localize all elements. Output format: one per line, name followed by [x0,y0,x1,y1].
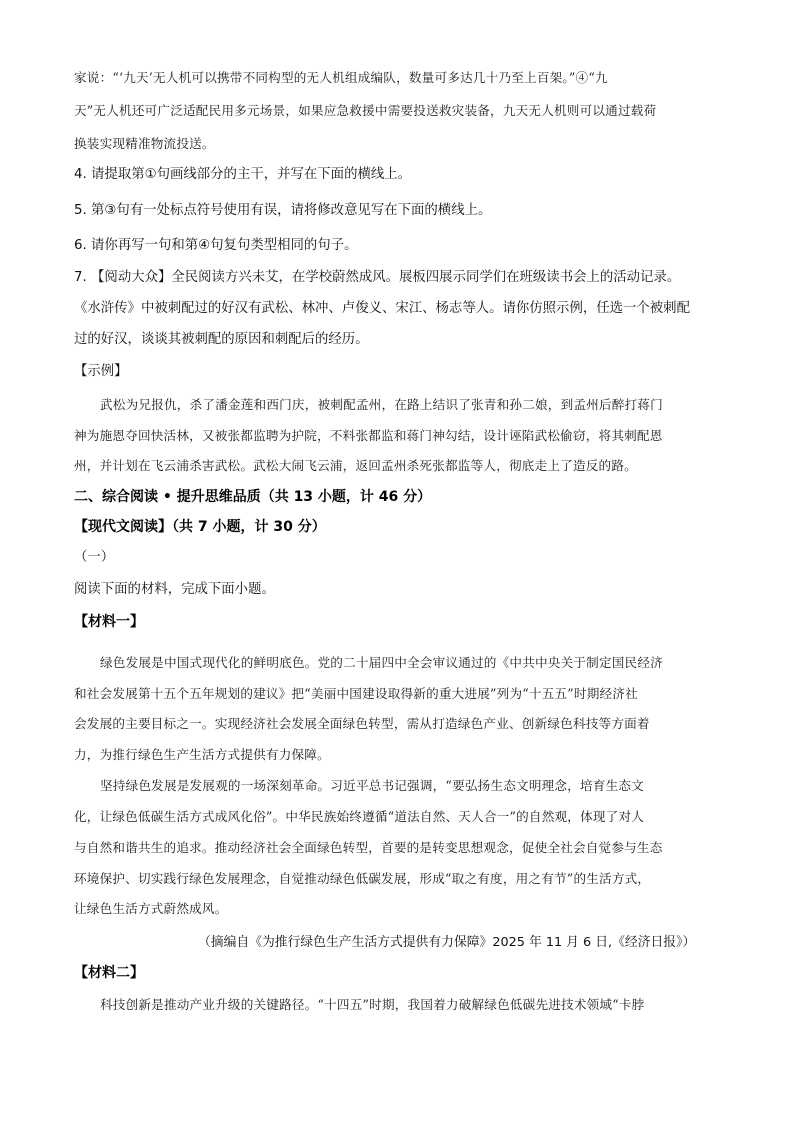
example-line: 武松为兄报仇，杀了潘金莲和西门庆，被刺配孟州，在路上结识了张青和孙二娘，到孟州后醉打蒋门 [100,397,663,412]
material-line: 会发展的主要目标之一。实现经济社会发展全面绿色转型，需从打造绿色产业、创新绿色科技等方面着 [74,716,650,731]
example-line: 州，并计划在飞云浦杀害武松。武松大闹飞云浦，返回孟州杀死张都监等人，彻底走上了造反的路。 [74,458,637,473]
question-4: 4. 请提取第①句画线部分的主干，并写在下面的横线上。 [74,167,412,182]
material-line: 坚持绿色发展是发展观的一场深刻革命。习近平总书记强调，“要弘扬生态文明理念，培育生态文 [100,778,644,793]
example-label: 【示例】 [74,364,128,379]
material-line: 化，让绿色低碳生活方式成风化俗”。中华民族始终遵循“道法自然、天人合一”的自然观，体现了对人 [74,809,645,824]
question-6: 6. 请你再写一句和第④句复句类型相同的句子。 [74,238,358,253]
passage-line: 家说：“‘九天’无人机可以携带不同构型的无人机组成编队，数量可多达几十乃至上百架。”④“九 [74,70,608,85]
material-1-label: 【材料一】 [74,614,144,630]
material-line: 科技创新是推动产业升级的关键路径。“十四五”时期，我国着力破解绿色低碳先进技术领域“卡脖 [100,997,645,1012]
passage-line: 天”无人机还可广泛适配民用多元场景，如果应急救援中需要投送救灾装备，九天无人机则可以通过载荷 [74,103,657,118]
material-line: 力，为推行绿色生产生活方式提供有力保障。 [74,747,330,762]
part-label: （一） [74,550,115,565]
material-line: 让绿色生活方式蔚然成风。 [74,901,228,916]
example-line: 神为施恩夺回快活林，又被张都监聘为护院，不料张都监和蒋门神勾结，设计诬陷武松偷窃，将其刺配恩 [74,428,663,443]
source-citation: （摘编自《为推行绿色生产生活方式提供有力保障》2025 年 11 月 6 日,《经济日报》） [198,935,696,950]
passage-line: 换装实现精准物流投送。 [74,136,215,151]
material-2-label: 【材料二】 [74,965,144,981]
question-7-line: 过的好汉，谈谈其被刺配的原因和刺配后的经历。 [74,332,369,347]
material-line: 与自然和谐共生的追求。推动经济社会全面绿色转型，首要的是转变思想观念，促使全社会自觉参与生态 [74,840,663,855]
subsection-heading: 【现代文阅读】（共 7 小题，计 30 分） [74,519,326,535]
question-5: 5. 第③句有一处标点符号使用有误，请将修改意见写在下面的横线上。 [74,203,492,218]
material-line: 绿色发展是中国式现代化的鲜明底色。党的二十届四中全会审议通过的《中共中央关于制定国民经济 [100,655,663,670]
material-line: 和社会发展第十五个五年规划的建议》把“美丽中国建设取得新的重大进展”列为“十五五”时期经济社 [74,686,638,701]
question-7: 7. 【阅动大众】全民阅读方兴未艾，在学校蔚然成风。展板四展示同学们在班级读书会上的活动记录。 [74,270,681,285]
instruction: 阅读下面的材料，完成下面小题。 [74,582,275,597]
question-7-line: 《水浒传》中被刺配过的好汉有武松、林冲、卢俊义、宋江、杨志等人。请你仿照示例，任选一个被刺配 [74,301,690,316]
section-heading: 二、综合阅读 • 提升思维品质（共 13 小题，计 46 分） [74,489,432,505]
material-line: 环境保护、切实践行绿色发展理念，自觉推动绿色低碳发展，形成“取之有度，用之有节”的生活方式， [74,871,651,886]
